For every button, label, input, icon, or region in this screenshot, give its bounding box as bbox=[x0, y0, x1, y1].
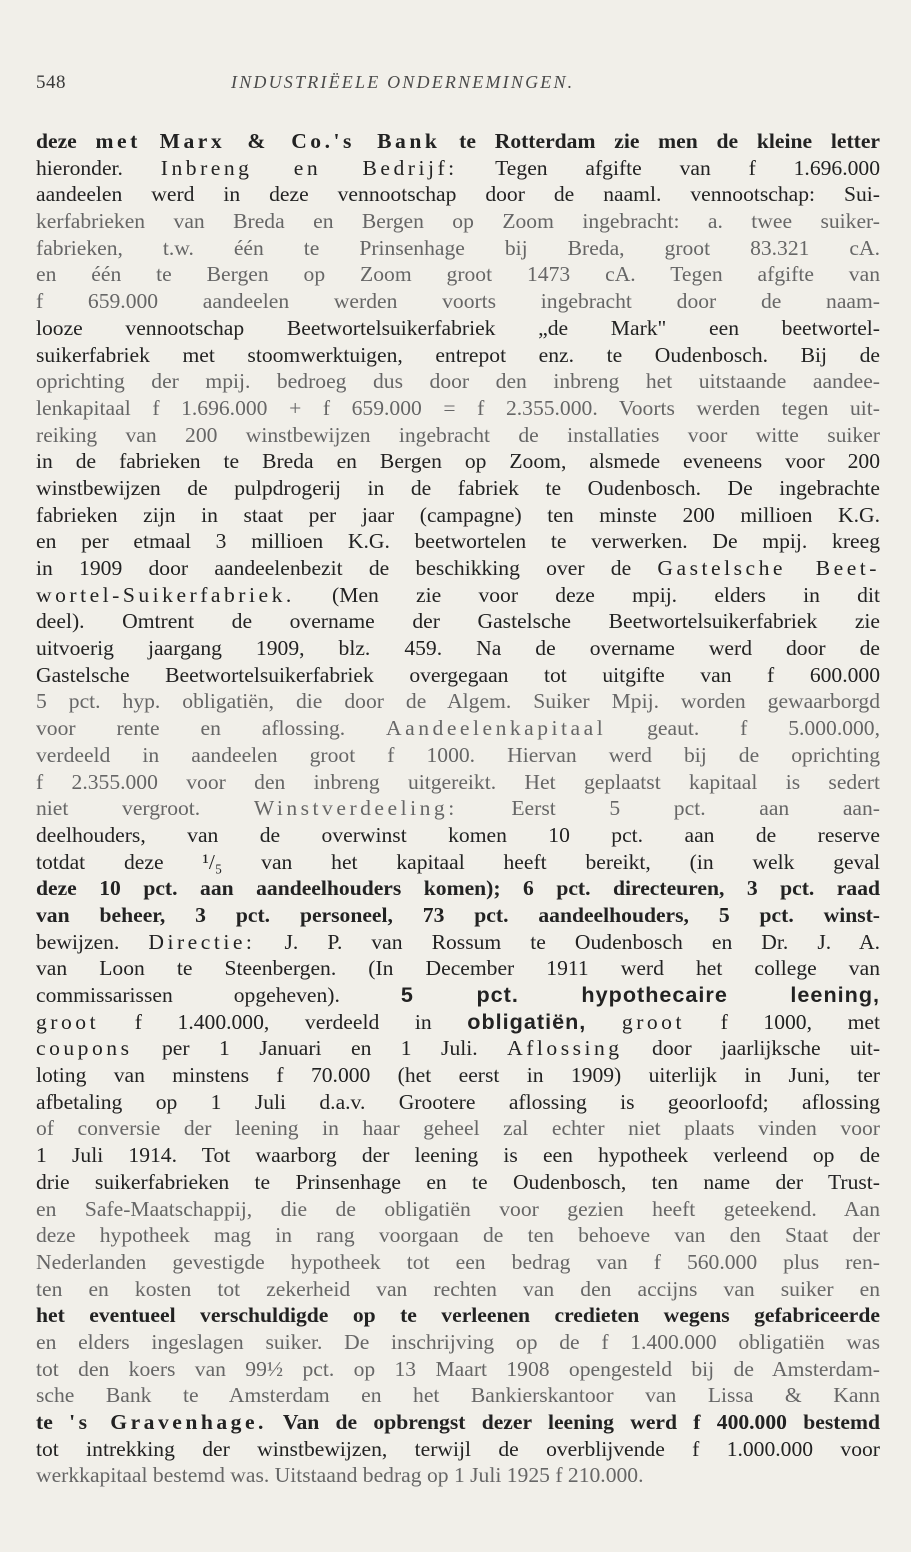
text-line: 5 pct. hyp. obligatiën, die door de Algem. Suiker Mpij. worden gewaarborgd bbox=[36, 689, 880, 714]
text-line: reiking van 200 winstbewijzen ingebracht de installaties voor witte suiker bbox=[36, 422, 880, 447]
text-line: deze 10 pct. aan aandeelhouders komen); 6 pct. directeuren, 3 pct. raad bbox=[36, 876, 880, 901]
text-line: deze hypotheek mag in rang voorgaan de ten behoeve van den Staat der bbox=[36, 1223, 880, 1248]
text-line: tot den koers van 99½ pct. op 13 Maart 1908 opengesteld bij de Amsterdam- bbox=[36, 1356, 880, 1381]
text-line: en elders ingeslagen suiker. De inschrijving op de f 1.400.000 obligatiën was bbox=[36, 1329, 880, 1354]
text-line: bewijzen. Directie: J. P. van Rossum te Oudenbosch en Dr. J. A. bbox=[36, 929, 880, 954]
text-line: 1 Juli 1914. Tot waarborg der leening is een hypotheek verleend op de bbox=[36, 1143, 880, 1168]
text-line: fabrieken, t.w. één te Prinsenhage bij Breda, groot 83.321 cA. bbox=[36, 235, 880, 260]
text-line: verdeeld in aandeelen groot f 1000. Hiervan werd bij de oprichting bbox=[36, 742, 880, 767]
text-line: niet vergroot. Winstverdeeling: Eerst 5 pct. aan aan- bbox=[36, 796, 880, 821]
text-line: lenkapitaal f 1.696.000 + f 659.000 = f 2.355.000. Voorts werden tegen uit- bbox=[36, 395, 880, 420]
text-line: oprichting der mpij. bedroeg dus door den inbreng het uitstaande aandee- bbox=[36, 369, 880, 394]
text-line: uitvoerig jaargang 1909, blz. 459. Na de overname werd door de bbox=[36, 636, 880, 661]
text-line: aandeelen werd in deze vennootschap door de naaml. vennootschap: Sui- bbox=[36, 182, 880, 207]
text-line: winstbewijzen de pulpdrogerij in de fabriek te Oudenbosch. De ingebrachte bbox=[36, 475, 880, 500]
running-title: INDUSTRIËELE ONDERNEMINGEN. bbox=[231, 72, 575, 92]
text-line: wortel-Suikerfabriek. (Men zie voor deze mpij. elders in dit bbox=[36, 582, 880, 607]
text-line: suikerfabriek met stoomwerktuigen, entrepot enz. te Oudenbosch. Bij de bbox=[36, 342, 880, 367]
text-line: en één te Bergen op Zoom groot 1473 cA. Tegen afgifte van bbox=[36, 262, 880, 287]
text-line: fabrieken zijn in staat per jaar (campagne) ten minste 200 millioen K.G. bbox=[36, 502, 880, 527]
text-line: in 1909 door aandeelenbezit de beschikking over de Gastelsche Beet- bbox=[36, 556, 880, 580]
text-line: deel). Omtrent de overname der Gastelsche Beetwortelsuikerfabriek zie bbox=[36, 609, 880, 634]
text-line: in de fabrieken te Breda en Bergen op Zoom, alsmede eveneens voor 200 bbox=[36, 449, 880, 474]
text-line: en Safe-Maatschappij, die de obligatiën voor gezien heeft geteekend. Aan bbox=[36, 1196, 880, 1221]
text-line: coupons per 1 Januari en 1 Juli. Aflossing door jaarlijksche uit- bbox=[36, 1036, 880, 1061]
text-line: f 2.355.000 voor den inbreng uitgereikt. Het geplaatst kapitaal is sedert bbox=[36, 769, 880, 794]
text-line: looze vennootschap Beetwortelsuikerfabriek „de Mark" een beetwortel- bbox=[36, 315, 880, 340]
text-line: sche Bank te Amsterdam en het Bankierskantoor van Lissa & Kann bbox=[36, 1383, 880, 1408]
page-header bbox=[36, 72, 871, 102]
text-line: van Loon te Steenbergen. (In December 1911 werd het college van bbox=[36, 956, 880, 981]
text-line: totdat deze ¹/₅ van het kapitaal heeft bereikt, (in welk geval bbox=[36, 849, 880, 874]
text-line: van beheer, 3 pct. personeel, 73 pct. aandeelhouders, 5 pct. winst- bbox=[36, 902, 880, 927]
text-line: en per etmaal 3 millioen K.G. beetwortelen te verwerken. De mpij. kreeg bbox=[36, 529, 880, 554]
text-line: groot f 1.400.000, verdeeld in obligatiën, groot f 1000, met bbox=[36, 1008, 880, 1034]
text-line: afbetaling op 1 Juli d.a.v. Grootere aflossing is geoorloofd; aflossing bbox=[36, 1089, 880, 1114]
text-line: hieronder. Inbreng en Bedrijf: Tegen afgifte van f 1.696.000 bbox=[36, 155, 880, 180]
text-line: of conversie der leening in haar geheel zal echter niet plaats vinden voor bbox=[36, 1116, 880, 1141]
text-line: f 659.000 aandeelen werden voorts ingebracht door de naam- bbox=[36, 289, 880, 314]
text-line: loting van minstens f 70.000 (het eerst in 1909) uiterlijk in Juni, ter bbox=[36, 1063, 880, 1088]
text-line: ten en kosten tot zekerheid van rechten van den accijns van suiker en bbox=[36, 1276, 880, 1301]
text-line: drie suikerfabrieken te Prinsenhage en te Oudenbosch, ten name der Trust- bbox=[36, 1169, 880, 1194]
text-line: voor rente en aflossing. Aandeelenkapitaal geaut. f 5.000.000, bbox=[36, 716, 880, 741]
loan-heading: 5 pct. hypothecaire leening, bbox=[400, 982, 880, 1007]
text-line: het eventueel verschuldigde op te verleenen credieten wegens gefabriceerde bbox=[36, 1303, 880, 1328]
text-line: commissarissen opgeheven). 5 pct. hypothecaire leening, bbox=[36, 982, 880, 1007]
text-line: werkkapitaal bestemd was. Uitstaand bedrag op 1 Juli 1925 f 210.000. bbox=[36, 1463, 644, 1488]
text-line: tot intrekking der winstbewijzen, terwijl de overblijvende f 1.000.000 voor bbox=[36, 1436, 880, 1461]
text-line: Gastelsche Beetwortelsuikerfabriek overgegaan tot uitgifte van f 600.000 bbox=[36, 662, 880, 687]
body-text bbox=[36, 128, 880, 1489]
text-line: te 's Gravenhage. Van de opbrengst dezer leening werd f 400.000 bestemd bbox=[36, 1410, 880, 1434]
page-number: 548 bbox=[36, 72, 66, 93]
text-line: Nederlanden gevestigde hypotheek tot een bedrag van f 560.000 plus ren- bbox=[36, 1249, 880, 1274]
text-line: deelhouders, van de overwinst komen 10 pct. aan de reserve bbox=[36, 822, 880, 847]
text-line: deze met Marx & Co.'s Bank te Rotterdam zie men de kleine letter bbox=[36, 129, 880, 153]
text-line: kerfabrieken van Breda en Bergen op Zoom ingebracht: a. twee suiker- bbox=[36, 209, 880, 234]
